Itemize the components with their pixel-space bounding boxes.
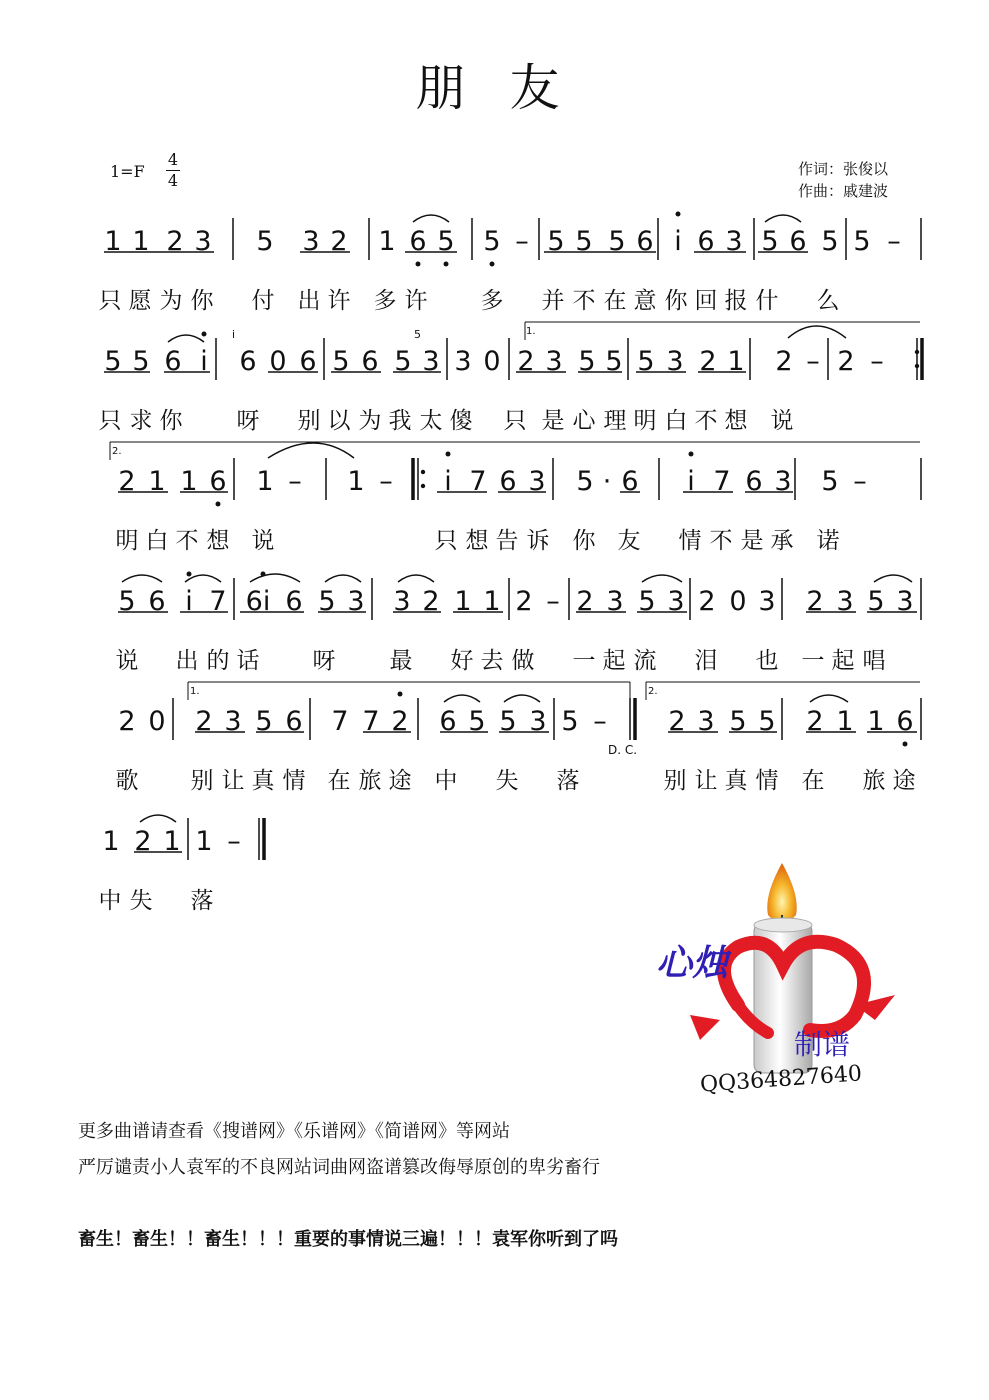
lyrics-line-1 [0, 282, 989, 312]
lyric: 告 [495, 528, 519, 554]
lyric: 落 [556, 768, 580, 794]
note: 5 [104, 346, 122, 377]
note: 6 [896, 706, 914, 737]
lyric: 承 [770, 528, 794, 554]
lyric: 付 [251, 288, 275, 314]
lyric: 不 [709, 528, 733, 554]
lyric: 什 [755, 288, 779, 314]
lyric: 只 [503, 408, 527, 434]
lyric: 求 [129, 408, 153, 434]
grace-note: 5 [414, 328, 421, 341]
note: 5 [867, 586, 885, 617]
note: 0 [483, 346, 501, 377]
note: 2 [166, 226, 184, 257]
lyric: 友 [617, 528, 641, 554]
lyric: 一 [801, 648, 825, 674]
lyric: 在 [327, 768, 351, 794]
dash: – [227, 826, 241, 857]
note: 5 [605, 346, 623, 377]
note: 2 [118, 706, 136, 737]
note: 5 [729, 706, 747, 737]
lyric: 白 [664, 408, 688, 434]
note: 1 [867, 706, 885, 737]
lyric: 理 [603, 408, 627, 434]
lyric: 诺 [816, 528, 840, 554]
note: 6 [499, 466, 517, 497]
lyric: 别 [663, 768, 687, 794]
time-signature-bottom: 4 [167, 171, 179, 190]
lyric: 不 [175, 528, 199, 554]
note: 5 [561, 706, 579, 737]
lyric: 最 [389, 648, 413, 674]
lyric: 诉 [526, 528, 550, 554]
lyric: 你 [572, 528, 596, 554]
lyric: 情 [282, 768, 306, 794]
footer-line-1: 更多曲谱请查看《搜谱网》《乐谱网》《简谱网》等网站 [78, 1121, 510, 1142]
lyric: 想 [465, 528, 489, 554]
lyric: 出 [297, 288, 321, 314]
note: 6 [239, 346, 257, 377]
lyric: 情 [755, 768, 779, 794]
note: 6 [439, 706, 457, 737]
note: 3 [697, 706, 715, 737]
dash: – [288, 466, 302, 497]
lyric: 在 [603, 288, 627, 314]
lyric: 并 [541, 288, 565, 314]
note: 3 [454, 346, 472, 377]
dash: – [515, 226, 529, 257]
dot: · [602, 466, 612, 497]
lyric: 说 [770, 408, 794, 434]
note: 5 [761, 226, 779, 257]
lyric: 话 [236, 648, 260, 674]
lyric: 傻 [449, 408, 473, 434]
lyric: 白 [145, 528, 169, 554]
lyric: 在 [801, 768, 825, 794]
lyric: 歌 [115, 768, 139, 794]
note: 5 [576, 466, 594, 497]
lyric: 我 [388, 408, 412, 434]
note: 2 [837, 346, 855, 377]
note: 3 [896, 586, 914, 617]
note: i [444, 466, 452, 497]
lyric: 失 [129, 888, 153, 914]
time-signature [166, 150, 180, 191]
dash: – [546, 586, 560, 617]
lyrics-line-2 [0, 402, 989, 432]
note: 5 [118, 586, 136, 617]
note: i [185, 586, 193, 617]
note: 2 [699, 346, 717, 377]
lyric: 途 [892, 768, 916, 794]
lyric: 只 [434, 528, 458, 554]
note: 5 [821, 226, 839, 257]
note: 6 [209, 466, 227, 497]
note: 3 [774, 466, 792, 497]
note: 3 [725, 226, 743, 257]
lyric: 多 [480, 288, 504, 314]
song-title: 朋 友 [415, 59, 574, 117]
note: 5 [256, 226, 274, 257]
lyric: 说 [115, 648, 139, 674]
note: 0 [729, 586, 747, 617]
volta-2: 2. [112, 446, 122, 457]
note: 5 [483, 226, 501, 257]
lyric: 以 [327, 408, 351, 434]
lyric: 报 [724, 288, 748, 314]
lyric: 想 [724, 408, 748, 434]
note: 3 [836, 586, 854, 617]
note: 3 [529, 706, 547, 737]
note: 3 [758, 586, 776, 617]
note: 2 [806, 586, 824, 617]
lyric: 旅 [358, 768, 382, 794]
note: 6 [148, 586, 166, 617]
note: 5 [637, 346, 655, 377]
lyric: 是 [740, 528, 764, 554]
note: 6 [164, 346, 182, 377]
note: 3 [545, 346, 563, 377]
lyric: 呀 [312, 648, 336, 674]
logo-title: 心烛 [656, 942, 729, 984]
lyric: 许 [404, 288, 428, 314]
note: 5 [575, 226, 593, 257]
note: 5 [332, 346, 350, 377]
logo-qq: QQ364827640 [699, 1061, 863, 1098]
lyric: 起 [831, 648, 855, 674]
note: 3 [667, 586, 685, 617]
lyric: 落 [190, 888, 214, 914]
note: 6 [299, 346, 317, 377]
note: 1 [378, 226, 396, 257]
note: 1 [163, 826, 181, 857]
lyric: 想 [206, 528, 230, 554]
note: 2 [134, 826, 152, 857]
note: 2 [422, 586, 440, 617]
lyricist: 作词：张俊以 [798, 160, 889, 178]
lyric: 一 [572, 648, 596, 674]
score-system-3 [0, 446, 989, 578]
dash: – [853, 466, 867, 497]
note: 5 [132, 346, 150, 377]
logo [650, 855, 910, 1105]
note: 2 [330, 226, 348, 257]
note: 7 [331, 706, 349, 737]
lyric: 只 [98, 288, 122, 314]
lyric: 真 [724, 768, 748, 794]
lyric: 你 [664, 288, 688, 314]
lyric: 你 [190, 288, 214, 314]
note: 3 [666, 346, 684, 377]
note: 1 [148, 466, 166, 497]
note: 5 [821, 466, 839, 497]
note: 3 [194, 226, 212, 257]
lyric: 回 [694, 288, 718, 314]
composer: 作曲：戚建波 [798, 182, 889, 200]
note: 5 [318, 586, 336, 617]
lyric: 呀 [236, 408, 260, 434]
lyrics-line-4 [0, 642, 989, 672]
note: 3 [422, 346, 440, 377]
lyrics-line-3 [0, 522, 989, 552]
lyric: 意 [633, 288, 657, 314]
note: 5 [638, 586, 656, 617]
lyric: 唱 [862, 648, 886, 674]
note: 1 [256, 466, 274, 497]
lyric: 多 [373, 288, 397, 314]
lyric: 是 [541, 408, 565, 434]
note: 1 [454, 586, 472, 617]
note: 3 [302, 226, 320, 257]
note: 1 [104, 226, 122, 257]
lyric: 许 [327, 288, 351, 314]
lyric: 只 [98, 408, 122, 434]
note: 5 [578, 346, 596, 377]
note: i [200, 346, 208, 377]
note: 1 [836, 706, 854, 737]
time-signature-top: 4 [167, 150, 179, 169]
lyric: 你 [159, 408, 183, 434]
footer-line-2: 严厉谴责小人袁军的不良网站词曲网盗谱篡改侮辱原创的卑劣畜行 [78, 1157, 600, 1178]
dash: – [806, 346, 820, 377]
note: 2 [806, 706, 824, 737]
lyrics-line-5 [0, 762, 989, 792]
note: 6 [409, 226, 427, 257]
note: 6i [245, 586, 271, 617]
lyric: 明 [633, 408, 657, 434]
note: 2 [195, 706, 213, 737]
lyric: 不 [694, 408, 718, 434]
lyric: 的 [206, 648, 230, 674]
lyric: 别 [190, 768, 214, 794]
note: 2 [668, 706, 686, 737]
note: 6 [285, 586, 303, 617]
note: 6 [789, 226, 807, 257]
lyric: 让 [221, 768, 245, 794]
lyric: 情 [678, 528, 702, 554]
lyric: 不 [572, 288, 596, 314]
note: 6 [621, 466, 639, 497]
note: 5 [608, 226, 626, 257]
note: 1 [727, 346, 745, 377]
lyric: 去 [480, 648, 504, 674]
note: 2 [576, 586, 594, 617]
lyric: 心 [572, 408, 596, 434]
note: 5 [758, 706, 776, 737]
dash: – [870, 346, 884, 377]
lyric: 做 [511, 648, 535, 674]
note: 3 [224, 706, 242, 737]
note: 7 [713, 466, 731, 497]
note: 1 [347, 466, 365, 497]
note: 6 [361, 346, 379, 377]
lyric: 真 [251, 768, 275, 794]
lyric: 别 [297, 408, 321, 434]
note: 6 [636, 226, 654, 257]
lyric: 明 [115, 528, 139, 554]
lyric: 出 [175, 648, 199, 674]
lyric: 中 [98, 888, 122, 914]
grace-note: i [232, 328, 236, 341]
lyric: 为 [358, 408, 382, 434]
lyric: 说 [251, 528, 275, 554]
note: 0 [148, 706, 166, 737]
note: 1 [102, 826, 120, 857]
note: 1 [180, 466, 198, 497]
note: 6 [745, 466, 763, 497]
da-capo: D. C. [608, 743, 638, 757]
lyric: 失 [495, 768, 519, 794]
note: 3 [393, 586, 411, 617]
note: 2 [391, 706, 409, 737]
note: 6 [285, 706, 303, 737]
lyric: 泪 [694, 648, 718, 674]
note: i [687, 466, 695, 497]
note: 7 [469, 466, 487, 497]
note: 7 [209, 586, 227, 617]
note: 5 [547, 226, 565, 257]
note: 3 [347, 586, 365, 617]
note: 5 [499, 706, 517, 737]
note: 3 [606, 586, 624, 617]
logo-subtitle: 制谱 [794, 1028, 851, 1061]
lyric: 为 [159, 288, 183, 314]
note: 6 [697, 226, 715, 257]
lyric: 中 [434, 768, 458, 794]
lyric: 途 [388, 768, 412, 794]
note: 1 [132, 226, 150, 257]
note: 2 [517, 346, 535, 377]
note: 1 [483, 586, 501, 617]
dash: – [379, 466, 393, 497]
volta-1: 1. [526, 326, 536, 337]
lyric: 起 [602, 648, 626, 674]
note: 7 [362, 706, 380, 737]
volta-2: 2. [648, 686, 658, 697]
note: 5 [853, 226, 871, 257]
note: 5 [394, 346, 412, 377]
dash: – [593, 706, 607, 737]
volta-1: 1. [190, 686, 200, 697]
lyric: 也 [755, 648, 779, 674]
lyric: 让 [694, 768, 718, 794]
lyric: 愿 [128, 288, 152, 314]
note: 1 [195, 826, 213, 857]
lyric: 太 [419, 408, 443, 434]
note: i [674, 226, 682, 257]
lyric: 旅 [862, 768, 886, 794]
note: 2 [775, 346, 793, 377]
score-system-5 [0, 686, 989, 818]
footer-line-3: 畜生！畜生！！畜生！！！重要的事情说三遍！！！袁军你听到了吗 [78, 1229, 618, 1250]
note: 0 [269, 346, 287, 377]
lyric: 流 [633, 648, 657, 674]
note: 2 [698, 586, 716, 617]
note: 2 [118, 466, 136, 497]
note: 5 [437, 226, 455, 257]
credits [798, 158, 888, 202]
lyric: 好 [450, 648, 474, 674]
dash: – [887, 226, 901, 257]
note: 5 [468, 706, 486, 737]
lyric: 么 [816, 288, 840, 314]
note: 3 [528, 466, 546, 497]
note: 5 [255, 706, 273, 737]
key-signature: 1=F [110, 162, 145, 181]
note: 2 [515, 586, 533, 617]
